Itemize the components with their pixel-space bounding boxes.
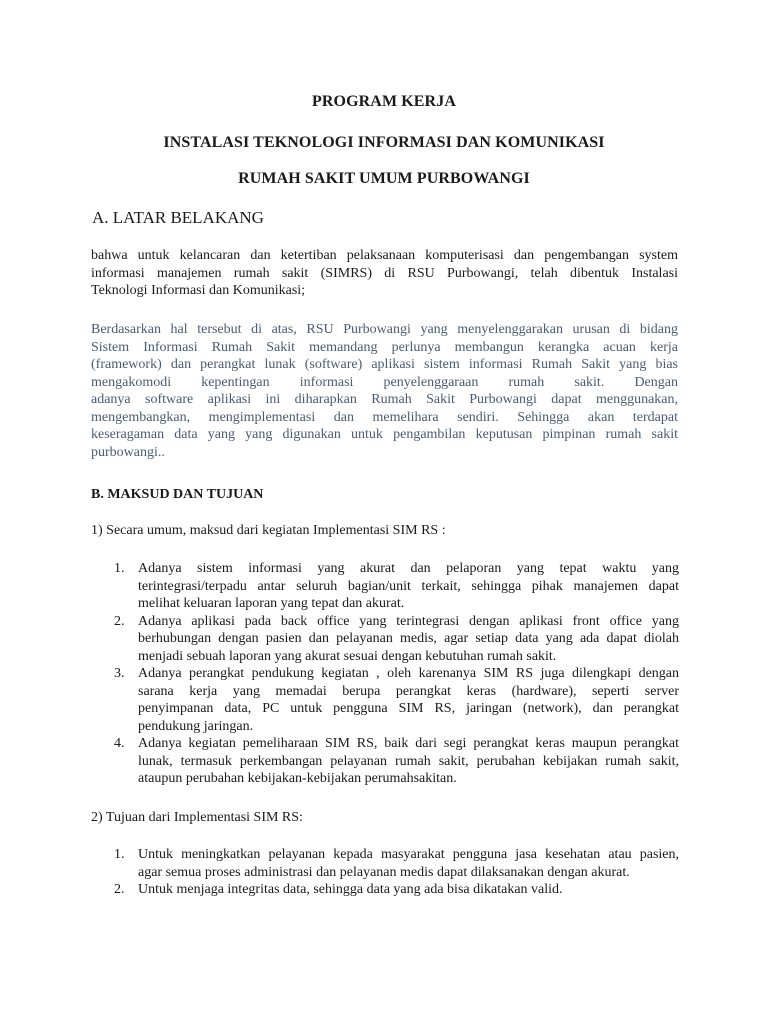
list-line: sarana kerja yang memadai berupa perangkat keras (hardware), seperti server	[138, 683, 679, 699]
list-number: 2.	[114, 613, 125, 629]
section-b-heading: B. MAKSUD DAN TUJUAN	[91, 487, 264, 502]
tujuan-list	[114, 846, 679, 899]
paragraph-line: Sistem Informasi Rumah Sakit memandang perlunya membangun kerangka acuan kerja	[91, 339, 678, 355]
paragraph-line: mengakomodi kepentingan informasi penyelenggaraan rumah sakit. Dengan	[91, 374, 678, 390]
paragraph-line: bahwa untuk kelancaran dan ketertiban pelaksanaan komputerisasi dan pengembangan system	[91, 248, 678, 263]
maksud-list	[114, 560, 679, 788]
paragraph-line: Teknologi Informasi dan Komunikasi;	[91, 283, 306, 298]
paragraph-line: Berdasarkan hal tersebut di atas, RSU Purbowangi yang menyelenggarakan urusan di bidang	[91, 322, 678, 337]
list-line: agar semua proses administrasi dan pelayanan medis dapat dilaksanakan dengan akurat.	[138, 864, 630, 880]
paragraph-line: informasi manajemen rumah sakit (SIMRS) di RSU Purbowangi, telah dibentuk Instalasi	[91, 265, 678, 281]
list-number: 3.	[114, 666, 125, 681]
list-line: penyimpanan data, PC untuk pengguna SIM RS, jaringan (network), dan perangkat	[138, 701, 679, 716]
list-item	[114, 881, 679, 899]
list-line: Untuk menjaga integritas data, sehingga data yang ada bisa dikatakan valid.	[138, 882, 563, 897]
section-a-heading: A. LATAR BELAKANG	[92, 208, 264, 227]
list-line: melihat keluaran laporan yang tepat dan akurat.	[138, 596, 405, 611]
paragraph-line: purbowangi..	[91, 444, 165, 460]
list-number: 1.	[114, 847, 125, 862]
list-line: Adanya sistem informasi yang akurat dan pelaporan yang tepat waktu yang	[138, 561, 679, 576]
paragraph-line: (framework) dan perangkat lunak (software) aplikasi sistem informasi Rumah Sakit yang bias	[91, 357, 678, 372]
list-line: terintegrasi/terpadu antar seluruh bagian/unit terkait, sehingga pihak manajemen dapat	[138, 578, 679, 594]
list-line: Adanya kegiatan pemeliharaan SIM RS, baik dari segi perangkat keras maupun perangkat	[138, 736, 679, 751]
paragraph-line: mengembangkan, mengimplementasi dan memelihara sendiri. Sehingga akan terdapat	[91, 409, 678, 425]
list-number: 1.	[114, 561, 125, 576]
maksud-intro: 1) Secara umum, maksud dari kegiatan Implementasi SIM RS :	[91, 523, 446, 538]
paragraph-line: keseragaman data yang yang digunakan untuk pengambilan keputusan pimpinan rumah sakit	[91, 427, 678, 442]
list-item	[114, 560, 679, 613]
section-a-paragraph-2	[91, 321, 678, 461]
list-item	[114, 613, 679, 666]
section-a-paragraph-1	[91, 247, 678, 300]
list-line: Adanya perangkat pendukung kegiatan , oleh karenanya SIM RS juga dilengkapi dengan	[138, 666, 679, 681]
list-line: menjadi sebuah laporan yang akurat sesuai dengan kebutuhan rumah sakit.	[138, 648, 557, 664]
document-subtitle: INSTALASI TEKNOLOGI INFORMASI DAN KOMUNIKASI	[163, 134, 605, 151]
document-title: PROGRAM KERJA	[312, 93, 456, 110]
list-item	[114, 735, 679, 788]
list-line: ataupun perubahan kebijakan-kebijakan perumahsakitan.	[138, 771, 457, 786]
list-line: pendukung jaringan.	[138, 718, 254, 734]
list-item	[114, 846, 679, 881]
list-number: 2.	[114, 882, 125, 897]
tujuan-intro: 2) Tujuan dari Implementasi SIM RS:	[91, 810, 303, 825]
list-line: Adanya aplikasi pada back office yang terintegrasi dengan aplikasi front office yang	[138, 613, 679, 629]
list-item	[114, 665, 679, 735]
list-line: lunak, termasuk perkembangan pelayanan rumah sakit, perubahan kebijakan rumah sakit,	[138, 753, 679, 769]
paragraph-line: adanya software aplikasi ini diharapkan Rumah Sakit Purbowangi dapat menggunakan,	[91, 392, 678, 407]
list-line: Untuk meningkatkan pelayanan kepada masyarakat pengguna jasa kesehatan atau pasien,	[138, 847, 679, 862]
list-line: berhubungan dengan pasien dan pelayanan medis, agar setiap data yang ada dapat diolah	[138, 631, 679, 646]
list-number: 4.	[114, 736, 125, 751]
document-subtitle-hospital: RUMAH SAKIT UMUM PURBOWANGI	[238, 170, 530, 187]
